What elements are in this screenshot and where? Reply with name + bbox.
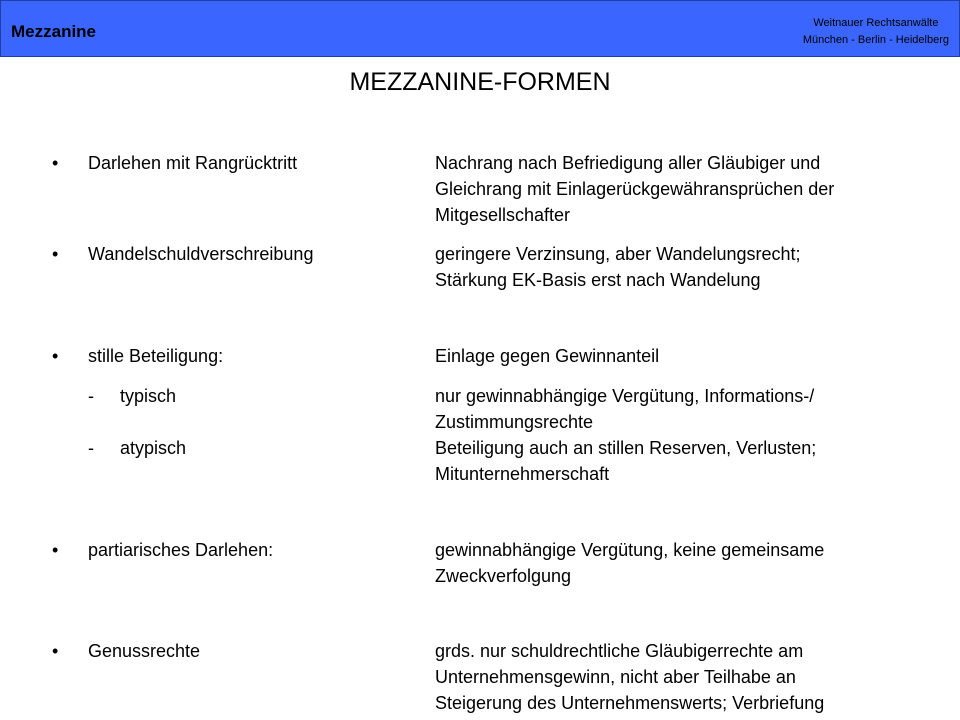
description-line: Mitgesellschafter (435, 205, 571, 225)
list-item-term: Genussrechte (88, 641, 201, 661)
slide-title: MEZZANINE-FORMEN (349, 68, 611, 96)
description-line: Mitunternehmerschaft (435, 464, 610, 484)
bullet-marker: • (52, 641, 59, 661)
bullet-marker: • (52, 153, 59, 173)
bullet-marker: • (52, 244, 59, 264)
firm-name: Weitnauer Rechtsanwälte (813, 17, 939, 29)
bullet-marker: • (52, 346, 59, 366)
description-line: Unternehmensgewinn, nicht aber Teilhabe an (435, 667, 796, 687)
list-item-term: atypisch (120, 438, 187, 458)
list-item-description (435, 537, 935, 589)
list-item-description (435, 638, 935, 716)
firm-locations: München - Berlin - Heidelberg (802, 34, 949, 46)
bullet-marker: • (52, 540, 59, 560)
header-title: Mezzanine (11, 22, 97, 41)
description-line: nur gewinnabhängige Vergütung, Informations-/ (435, 386, 815, 406)
list-item-description (435, 435, 935, 487)
description-line: grds. nur schuldrechtliche Gläubigerrechte am (435, 641, 804, 661)
list-item-term: Darlehen mit Rangrücktritt (88, 153, 298, 173)
description-line: gewinnabhängige Vergütung, keine gemeinsame (435, 540, 825, 560)
description-line: Zustimmungsrechte (435, 412, 594, 432)
list-item-description (435, 150, 935, 228)
description-line: Gleichrang mit Einlagerückgewähransprüchen der (435, 179, 835, 199)
description-line: Zweckverfolgung (435, 566, 572, 586)
list-item-description (435, 383, 935, 435)
description-line: Beteiligung auch an stillen Reserven, Verlusten; (435, 438, 817, 458)
list-item-description (435, 241, 935, 293)
description-line: geringere Verzinsung, aber Wandelungsrecht; (435, 244, 801, 264)
description-line: Nachrang nach Befriedigung aller Gläubiger und (435, 153, 821, 173)
list-item-term: stille Beteiligung: (88, 346, 224, 366)
list-item-description (435, 343, 935, 369)
dash-marker: - (88, 438, 94, 458)
list-item-term: partiarisches Darlehen: (88, 540, 274, 560)
description-line: Stärkung EK-Basis erst nach Wandelung (435, 270, 761, 290)
dash-marker: - (88, 386, 94, 406)
list-item-term: typisch (120, 386, 177, 406)
description-line: Steigerung des Unternehmenswerts; Verbriefung (435, 693, 825, 713)
description-line: Einlage gegen Gewinnanteil (435, 346, 660, 366)
list-item-term: Wandelschuldverschreibung (88, 244, 314, 264)
